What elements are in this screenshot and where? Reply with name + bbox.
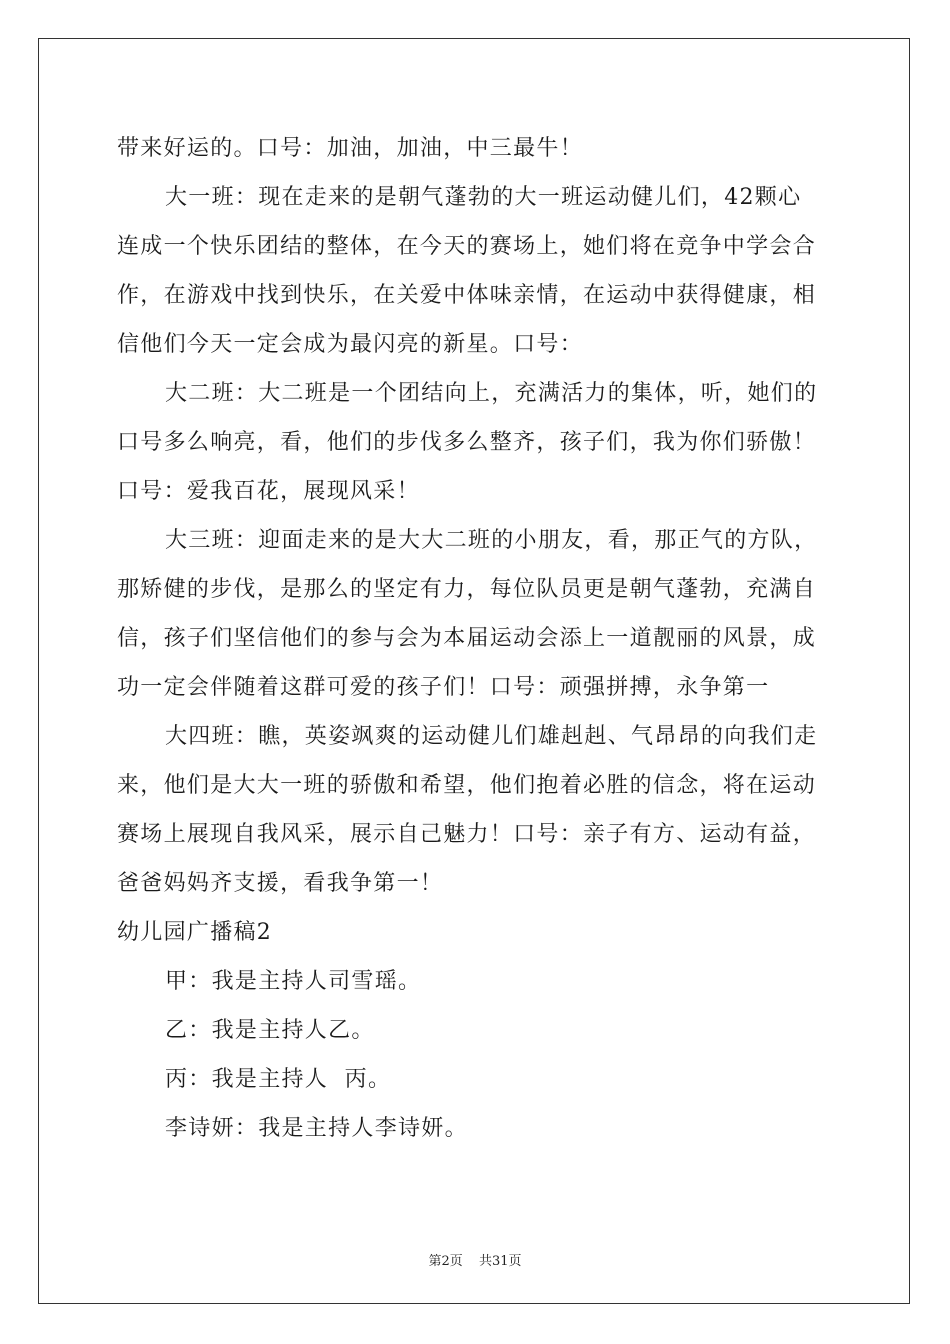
text-line: 甲：我是主持人司雪瑶。 [165, 969, 422, 994]
text-line: 功一定会伴随着这群可爱的孩子们！口号：顽强拼搏，永争第一 [117, 675, 770, 700]
text-line: 爸爸妈妈齐支援，看我争第一！ [117, 871, 444, 896]
text-line: 大四班：瞧，英姿飒爽的运动健儿们雄赳赳、气昂昂的向我们走 [165, 724, 818, 749]
page-footer [0, 1250, 950, 1269]
text-line: 作，在游戏中找到快乐，在关爱中体味亲情，在运动中获得健康，相 [117, 283, 817, 308]
text-line: 赛场上展现自我风采，展示自己魅力！口号：亲子有方、运动有益， [117, 822, 817, 847]
page-total: 共31页 [478, 1254, 522, 1269]
text-line: 信他们今天一定会成为最闪亮的新星。口号： [117, 332, 584, 357]
text-line: 连成一个快乐团结的整体，在今天的赛场上，她们将在竞争中学会合 [117, 234, 817, 259]
text-line: 带来好运的。口号：加油，加油，中三最牛！ [117, 136, 584, 161]
text-line: 口号多么响亮，看，他们的步伐多么整齐，孩子们，我为你们骄傲！ [117, 430, 817, 455]
text-line: 李诗妍：我是主持人李诗妍。 [165, 1116, 468, 1141]
text-line: 大二班：大二班是一个团结向上，充满活力的集体，听，她们的 [165, 381, 818, 406]
text-line: 大一班：现在走来的是朝气蓬勃的大一班运动健儿们，42颗心 [165, 185, 802, 210]
page-number: 第2页 [428, 1254, 463, 1269]
text-line: 那矫健的步伐，是那么的坚定有力，每位队员更是朝气蓬勃，充满自 [117, 577, 817, 602]
text-line: 来，他们是大大一班的骄傲和希望，他们抱着必胜的信念，将在运动 [117, 773, 817, 798]
text-line: 丙：我是主持人 丙。 [165, 1067, 392, 1092]
text-line: 信，孩子们坚信他们的参与会为本届运动会添上一道靓丽的风景，成 [117, 626, 817, 651]
document-body [117, 124, 837, 1153]
text-line: 口号：爱我百花，展现风采！ [117, 479, 420, 504]
text-line: 大三班：迎面走来的是大大二班的小朋友，看，那正气的方队， [165, 528, 818, 553]
section-heading: 幼儿园广播稿2 [117, 920, 273, 945]
text-line: 乙：我是主持人乙。 [165, 1018, 375, 1043]
